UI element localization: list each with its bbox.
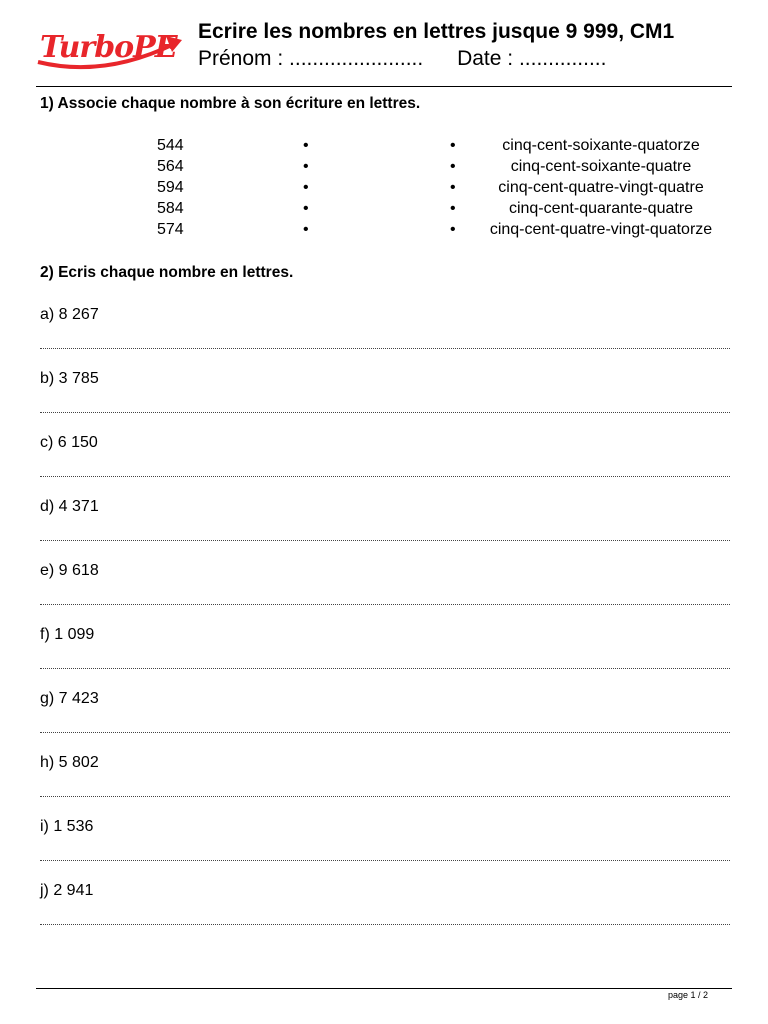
number-item: b) 3 785: [40, 370, 99, 387]
page-title: Ecrire les nombres en lettres jusque 9 999, CM1: [198, 20, 675, 43]
answer-line[interactable]: [40, 668, 730, 669]
number-item: a) 8 267: [40, 306, 99, 323]
match-number: 564: [157, 158, 184, 175]
match-bullet-left[interactable]: •: [303, 158, 309, 175]
match-words: cinq-cent-soixante-quatorze: [502, 137, 700, 154]
exercise-1-title: 1) Associe chaque nombre à son écriture en lettres.: [40, 95, 421, 112]
number-item: i) 1 536: [40, 818, 94, 835]
answer-line[interactable]: [40, 924, 730, 925]
name-date-line: [198, 47, 606, 71]
match-row: [0, 137, 768, 157]
match-row: [0, 158, 768, 178]
match-number: 594: [157, 179, 184, 196]
answer-line[interactable]: [40, 860, 730, 861]
header-divider: [36, 86, 732, 87]
number-item: c) 6 150: [40, 434, 98, 451]
match-number: 574: [157, 221, 184, 238]
number-item: f) 1 099: [40, 626, 95, 643]
match-bullet-left[interactable]: •: [303, 200, 309, 217]
answer-line[interactable]: [40, 604, 730, 605]
match-bullet-left[interactable]: •: [303, 137, 309, 154]
match-row: [0, 200, 768, 220]
match-words: cinq-cent-quatre-vingt-quatorze: [489, 221, 713, 238]
match-bullet-right[interactable]: •: [450, 179, 456, 196]
exercise-2-title: 2) Ecris chaque nombre en lettres.: [40, 264, 294, 281]
number-item: h) 5 802: [40, 754, 99, 771]
page-number: page 1 / 2: [667, 990, 708, 1000]
answer-line[interactable]: [40, 348, 730, 349]
number-item: g) 7 423: [40, 690, 99, 707]
match-number: 544: [157, 137, 184, 154]
answer-line[interactable]: [40, 476, 730, 477]
match-words: cinq-cent-quatre-vingt-quatre: [498, 179, 704, 196]
answer-line[interactable]: [40, 796, 730, 797]
match-bullet-right[interactable]: •: [450, 158, 456, 175]
turbope-logo: [34, 26, 184, 76]
match-words: cinq-cent-soixante-quatre: [510, 158, 692, 175]
match-bullet-left[interactable]: •: [303, 221, 309, 238]
answer-line[interactable]: [40, 412, 730, 413]
match-bullet-right[interactable]: •: [450, 137, 456, 154]
answer-line[interactable]: [40, 732, 730, 733]
date-field: Date : ...............: [457, 47, 607, 70]
match-words: cinq-cent-quarante-quatre: [508, 200, 694, 217]
match-number: 584: [157, 200, 184, 217]
number-item: d) 4 371: [40, 498, 99, 515]
prenom-field: Prénom : .......................: [198, 47, 424, 70]
match-bullet-right[interactable]: •: [450, 221, 456, 238]
footer-divider: [36, 988, 732, 989]
number-item: j) 2 941: [40, 882, 94, 899]
match-bullet-right[interactable]: •: [450, 200, 456, 217]
match-row: [0, 179, 768, 199]
match-bullet-left[interactable]: •: [303, 179, 309, 196]
match-row: [0, 221, 768, 241]
logo-text: TurboPE: [40, 30, 177, 65]
answer-line[interactable]: [40, 540, 730, 541]
number-item: e) 9 618: [40, 562, 99, 579]
